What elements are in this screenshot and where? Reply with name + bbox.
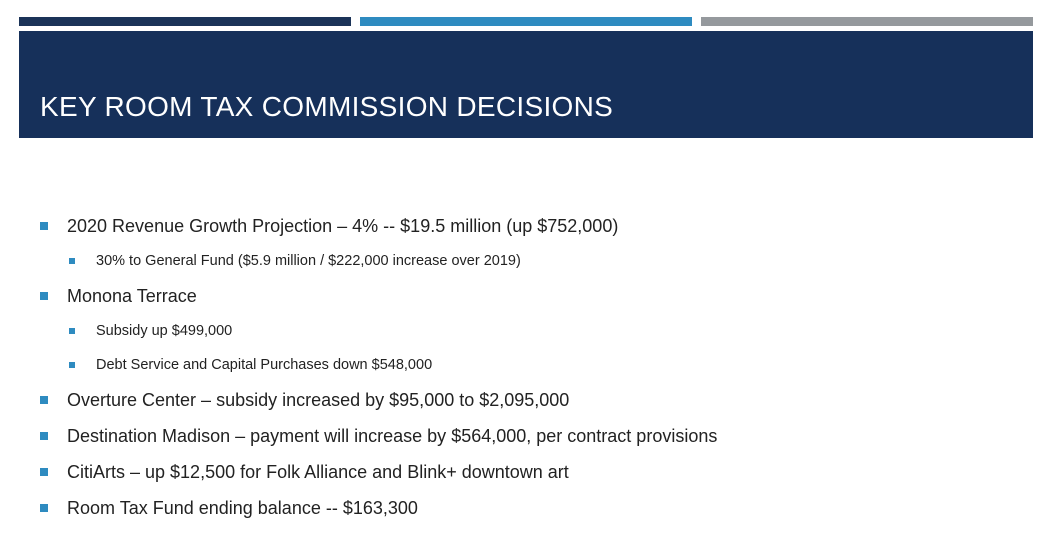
bullet-text: CitiArts – up $12,500 for Folk Alliance and Blink+ downtown art: [67, 461, 569, 482]
square-bullet-icon: [40, 504, 48, 512]
accent-bar-blue: [360, 17, 692, 26]
square-bullet-icon: [40, 222, 48, 230]
bullet-ending-balance: [40, 490, 1020, 526]
bullet-overture-center: [40, 382, 1020, 418]
bullet-text: Debt Service and Capital Purchases down $548,000: [96, 357, 433, 373]
sub-bullet-debt-service: [40, 348, 1020, 382]
square-bullet-icon: [40, 468, 48, 476]
sub-bullet-subsidy: [40, 314, 1020, 348]
square-bullet-icon: [69, 328, 75, 334]
bullet-revenue-projection: [40, 208, 1020, 244]
square-bullet-icon: [40, 396, 48, 404]
bullet-monona-terrace: [40, 278, 1020, 314]
bullet-text: Subsidy up $499,000: [96, 323, 233, 339]
bullet-text: Room Tax Fund ending balance -- $163,300: [67, 497, 418, 518]
bullet-text: 30% to General Fund ($5.9 million / $222,000 increase over 2019): [96, 253, 521, 269]
square-bullet-icon: [40, 292, 48, 300]
bullet-citiarts: [40, 454, 1020, 490]
bullet-text: Overture Center – subsidy increased by $95,000 to $2,095,000: [67, 389, 570, 410]
bullet-text: Monona Terrace: [67, 285, 197, 306]
square-bullet-icon: [40, 432, 48, 440]
bullet-text: Destination Madison – payment will increase by $564,000, per contract provisions: [67, 425, 718, 446]
slide-title: KEY ROOM TAX COMMISSION DECISIONS: [40, 91, 614, 122]
bullet-text: 2020 Revenue Growth Projection – 4% -- $19.5 million (up $752,000): [67, 215, 619, 236]
sub-bullet-general-fund: [40, 244, 1020, 278]
bullet-list: [40, 208, 1020, 526]
accent-bar-navy: [19, 17, 351, 26]
accent-bar-gray: [701, 17, 1033, 26]
square-bullet-icon: [69, 362, 75, 368]
title-band: [19, 31, 1033, 138]
square-bullet-icon: [69, 258, 75, 264]
bullet-destination-madison: [40, 418, 1020, 454]
